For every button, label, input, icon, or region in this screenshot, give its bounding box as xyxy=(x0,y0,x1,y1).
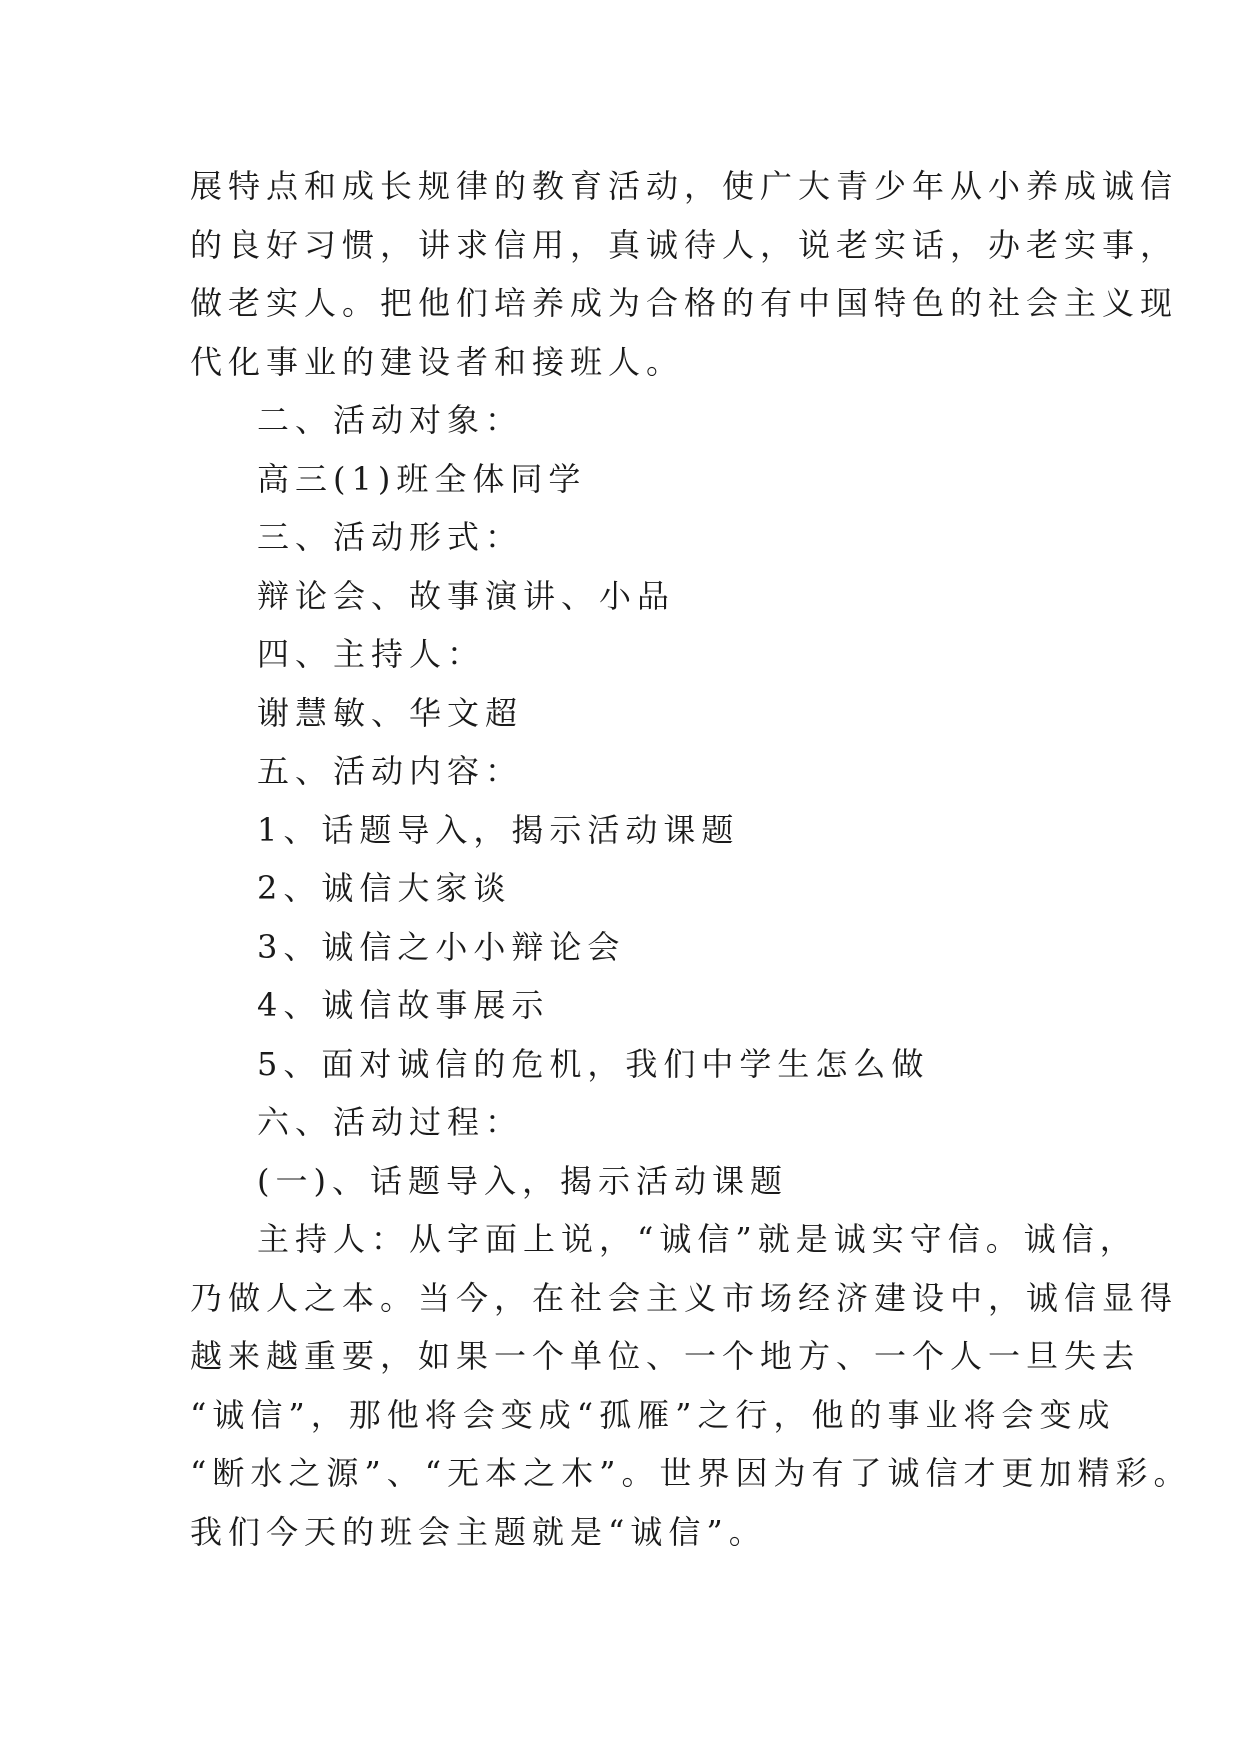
text-line: 二、活动对象： xyxy=(257,401,524,439)
text-line: 辩论会、故事演讲、小品 xyxy=(257,576,676,615)
text-line: 六、活动过程： xyxy=(257,1103,524,1141)
text-line: 的良好习惯，讲求信用，真诚待人，说老实话，办老实事， xyxy=(190,225,1179,264)
text-line: 谢慧敏、华文超 xyxy=(257,693,524,732)
text-line: 五、活动内容： xyxy=(257,752,524,790)
text-line: 3、诚信之小小辩论会 xyxy=(257,927,626,966)
text-line: 4、诚信故事展示 xyxy=(257,986,550,1024)
text-line: 1、话题导入，揭示活动课题 xyxy=(257,810,740,849)
text-line: 展特点和成长规律的教育活动，使广大青少年从小养成诚信 xyxy=(190,167,1179,205)
text-line: 5、面对诚信的危机，我们中学生怎么做 xyxy=(257,1044,930,1083)
text-line: 2、诚信大家谈 xyxy=(257,869,512,907)
text-line: 代化事业的建设者和接班人。 xyxy=(190,342,685,381)
text-line: 主持人：从字面上说，“诚信”就是诚实守信。诚信， xyxy=(257,1220,1138,1258)
document-body xyxy=(190,157,1192,1561)
text-line: (一)、话题导入，揭示活动课题 xyxy=(257,1161,788,1200)
text-line: “断水之源”、“无本之木”。世界因为有了诚信才更加精彩。 xyxy=(190,1454,1192,1492)
text-line: 高三(1)班全体同学 xyxy=(257,459,587,498)
text-line: 乃做人之本。当今，在社会主义市场经济建设中，诚信显得 xyxy=(190,1278,1179,1317)
text-line: 我们今天的班会主题就是“诚信”。 xyxy=(190,1512,767,1551)
text-line: 四、主持人： xyxy=(257,635,486,673)
text-line: 三、活动形式： xyxy=(257,518,524,556)
text-line: “诚信”，那他将会变成“孤雁”之行，他的事业将会变成 xyxy=(190,1395,1116,1434)
text-line: 做老实人。把他们培养成为合格的有中国特色的社会主义现 xyxy=(190,284,1179,322)
text-line: 越来越重要，如果一个单位、一个地方、一个人一旦失去 xyxy=(190,1337,1141,1375)
